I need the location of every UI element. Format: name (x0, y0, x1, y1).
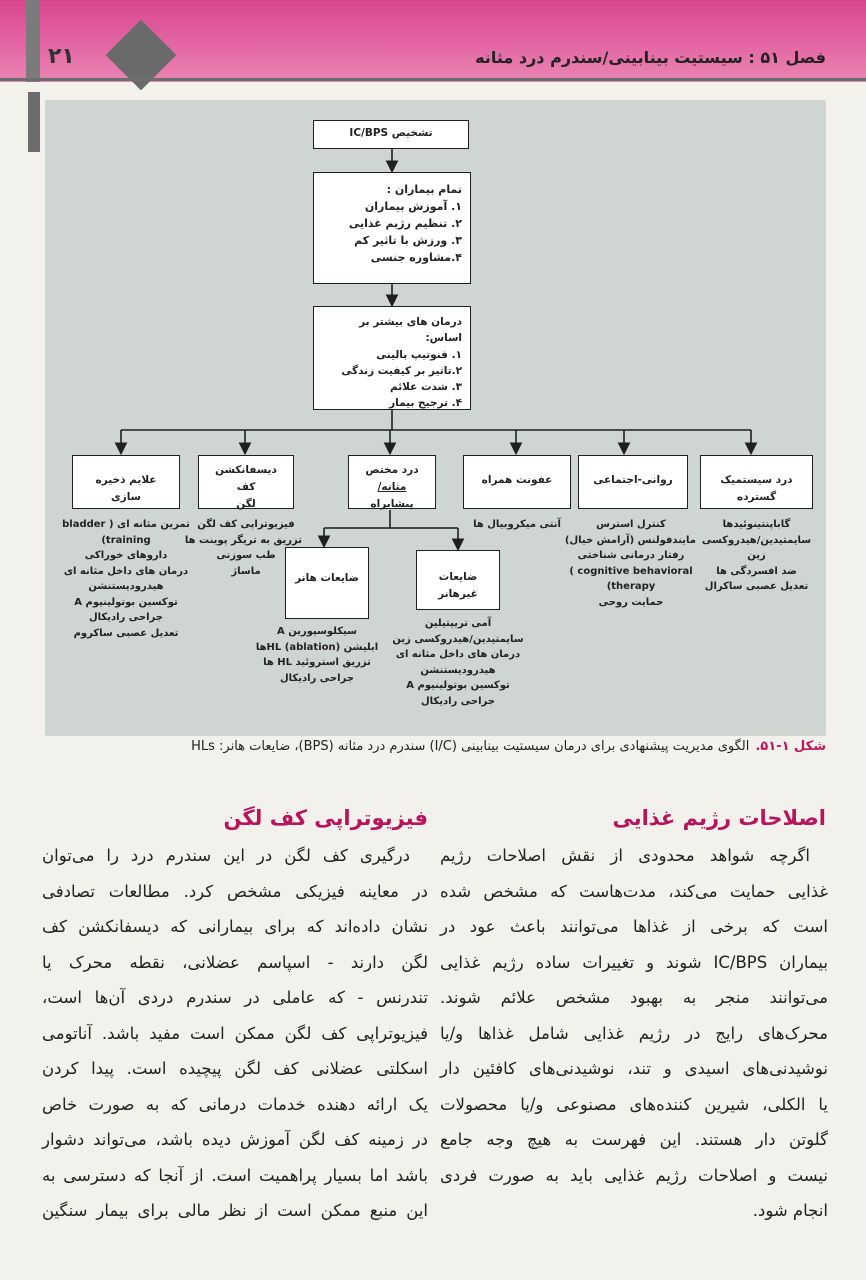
paragraph-line: غذایی حمایت می‌کند، مدت‌هاست که مشخص شده (440, 881, 828, 901)
treatment-item: کنترل استرس (596, 519, 666, 530)
treatment-item: حمایت روحی (598, 596, 664, 608)
paragraph-line: است که برخی از غذاها می‌توانند باعث عود در (440, 917, 828, 936)
phenotype-box-pelvic-floor (198, 455, 294, 509)
further-treatment-item: ۲.تاثیر بر کیفیت زندگی (341, 364, 462, 377)
figure-caption-text: الگوی مدیریت پیشنهادی برای درمان سیستیت بینابینی (I/C) سندرم درد مثانه (BPS)، ضایعات هانر: HLs (191, 739, 750, 754)
phenotype-label: درد مختص (365, 464, 419, 476)
treatment-item: درمان های داخل مثانه ای (395, 649, 521, 660)
paragraph-line: اسکلتی عضلانی کف لگن پیچیده است. پیدا کردن (42, 1059, 428, 1078)
phenotype-label: مثانه/پیشابراه (370, 480, 414, 510)
treatment-item: گاباپنتینوئیدها (722, 519, 791, 530)
paragraph-line: لگن دارند - اسپاسم عضلانی، نقطه محرک یا (42, 952, 428, 972)
treatment-item: مایندفولنس (آرامش خیال) (564, 534, 696, 546)
further-treatment-item: ۴. ترجیح بیمار (389, 397, 462, 410)
treatment-item: تزریق استروئید HL ها (263, 657, 371, 668)
phenotype-treatments-systemic-pain (700, 517, 813, 595)
hunner-treatments (252, 624, 382, 686)
treatment-item: سایمتیدین/هیدروکسی (701, 534, 812, 546)
paragraph-line: باشد اما بسیار پراهمیت است. از آنجا که دسترسی به (42, 1165, 428, 1185)
treatment-item: تزریق به تریگر پوینت ها (184, 534, 302, 546)
paragraph-line: فیزیوتراپی کف لگن ممکن است مفید باشد. آناتومی (42, 1023, 428, 1043)
all-patients-item: ۳. ورزش با تاثیر کم (354, 234, 462, 248)
treatment-item: therapy) (606, 581, 656, 592)
phenotype-box-bladder-pain (348, 455, 436, 509)
treatment-item: توکسین بوتولینیوم A (406, 680, 510, 691)
all-patients-item: ۴.مشاوره جنسی (370, 251, 462, 265)
treatment-item: سیکلوسپورین A (276, 626, 357, 637)
paragraph-line: در معاینه فیزیکی مشخص کرد. مطالعات تصادفی (42, 881, 428, 901)
phenotype-box-systemic-pain (700, 455, 813, 509)
paragraph-line: یا الکلی، شیرین کننده‌های مصنوعی و/یا محصولات (440, 1094, 828, 1114)
further-treatment-title: درمان های بیشتر بر اساس: (359, 316, 462, 345)
right-column-heading: اصلاحات رژیم غذایی (612, 806, 826, 830)
treatment-item: آمی تریپتیلین (424, 618, 492, 629)
phenotype-label: دیسفانکشن کف (215, 464, 277, 493)
treatment-item: هیدرودیستنشن (88, 581, 164, 592)
phenotype-treatments-infection (463, 517, 571, 533)
treatment-item: جراحی رادیکال (421, 695, 495, 707)
figure-caption (36, 739, 826, 754)
diagnosis-box (313, 120, 469, 149)
phenotype-box-psychosocial (578, 455, 688, 509)
further-treatment-box (313, 306, 471, 410)
treatment-item: توکسین بوتولینیوم A (74, 596, 178, 608)
diagnosis-label: تشخیص IC/BPS (349, 127, 433, 139)
treatment-item: داروهای خوراکی (84, 550, 168, 561)
paragraph-line: نیست و اصلاحات رژیم غذایی باید به صورت فردی (440, 1165, 828, 1185)
non-hunner-lesions-box (416, 550, 500, 610)
treatment-item: جراحی رادیکال (280, 672, 354, 684)
treatment-item: سایمتیدین/هیدروکسی زین (392, 633, 524, 645)
paragraph-line: یک ارائه دهنده خدمات درمانی که به صورت خاص (42, 1094, 428, 1114)
hunner-lesions-box (285, 547, 369, 619)
paragraph-line: بیماران IC/BPS شوند و تغییرات ساده رژیم غذایی (440, 952, 828, 972)
paragraph-line: انجام شود. (752, 1201, 828, 1220)
paragraph-line: اگرچه شواهد محدودی از نقش اصلاحات رژیم (440, 846, 810, 865)
chapter-title: فصل ۵۱ : سیستیت بینابینی/سندرم درد مثانه (475, 48, 826, 67)
paragraph-line: گلوتن دار هستند. این فهرست به هیچ وجه جامع (440, 1130, 828, 1149)
treatment-item: تمرین مثانه ای ( bladder (62, 519, 190, 530)
phenotype-box-infection (463, 455, 571, 509)
paragraph-line: درگیری کف لگن در این سندرم درد را می‌توان (42, 846, 410, 865)
left-column-body (42, 838, 428, 1229)
phenotype-treatments-psychosocial (566, 517, 696, 610)
all-patients-item: ۲. تنظیم رژیم غذایی (348, 217, 462, 231)
all-patients-title: تمام بیماران : (386, 183, 462, 196)
treatment-item: ماساژ (231, 565, 261, 577)
non-hunner-treatments (388, 616, 528, 709)
treatment-item: ضد افسردگی ها (716, 565, 797, 577)
treatment-item: آنتی میکروبیال ها (473, 519, 561, 530)
treatment-item: زین (747, 550, 766, 561)
treatment-item: تعدیل عصبی ساکروم (73, 627, 179, 639)
all-patients-item: ۱. آموزش بیماران (364, 200, 462, 214)
paragraph-line: در زمینه کف لگن آموزش دیده باشد، می‌تواند دشوار (42, 1130, 428, 1149)
treatment-item: training) (101, 534, 151, 546)
treatment-item: رفتار درمانی شناختی (577, 550, 685, 561)
treatment-item: جراحی رادیکال (89, 612, 163, 623)
paragraph-line: تندرنس - که عاملی در سندرم دردی آن‌ها است، (42, 988, 428, 1007)
phenotype-label: لگن (236, 497, 256, 510)
figure-label: شکل ۱-۵۱. (755, 739, 826, 754)
further-treatment-item: ۱. فنوتیپ بالینی (376, 348, 462, 361)
treatment-item: هیدرودیستنشن (420, 664, 496, 676)
treatment-item: طب سوزنی (216, 550, 276, 561)
phenotype-box-storage (72, 455, 180, 509)
all-patients-box (313, 172, 471, 284)
treatment-item: تعدیل عصبی ساکرال (704, 581, 809, 592)
phenotype-treatments-storage (58, 517, 194, 641)
phenotype-label: درد سیستمیک گسترده (720, 474, 793, 503)
treatment-item: فیزیوتراپی کف لگن (197, 519, 295, 530)
right-column-body (440, 838, 828, 1229)
paragraph-line: محرک‌های رایج در رژیم غذایی شامل غذاها و/یا (440, 1023, 828, 1043)
phenotype-label: علایم ذخیره سازی (95, 474, 157, 503)
left-column-heading: فیزیوتراپی کف لگن (223, 806, 428, 830)
paragraph-line: این منبع ممکن است از نظر مالی برای بیمار سنگین (42, 1201, 428, 1220)
page-number: ۲۱ (48, 44, 75, 69)
treatment-item: cognitive behavioral ) (569, 565, 693, 577)
further-treatment-item: ۳. شدت علائم (390, 381, 462, 394)
phenotype-label: روانی-اجتماعی (593, 474, 673, 486)
phenotype-label: عفونت همراه (481, 474, 553, 486)
non-hunner-label: ضایعات غیرهانر (438, 571, 478, 600)
paragraph-line: نوشیدنی‌های اسیدی و تند، نوشیدنی‌های کافئین دار (440, 1059, 828, 1078)
treatment-item: درمان های داخل مثانه ای (63, 565, 189, 577)
paragraph-line: نشان داده‌اند که برای بیمارانی که دیسفانکشن کف (42, 917, 428, 936)
hunner-label: ضایعات هانر (295, 572, 359, 584)
paragraph-line: می‌توانند منجر به بهبود مشخص علائم شوند. (440, 988, 828, 1007)
treatment-item: ابلیشن (ablation) HLها (255, 641, 379, 653)
